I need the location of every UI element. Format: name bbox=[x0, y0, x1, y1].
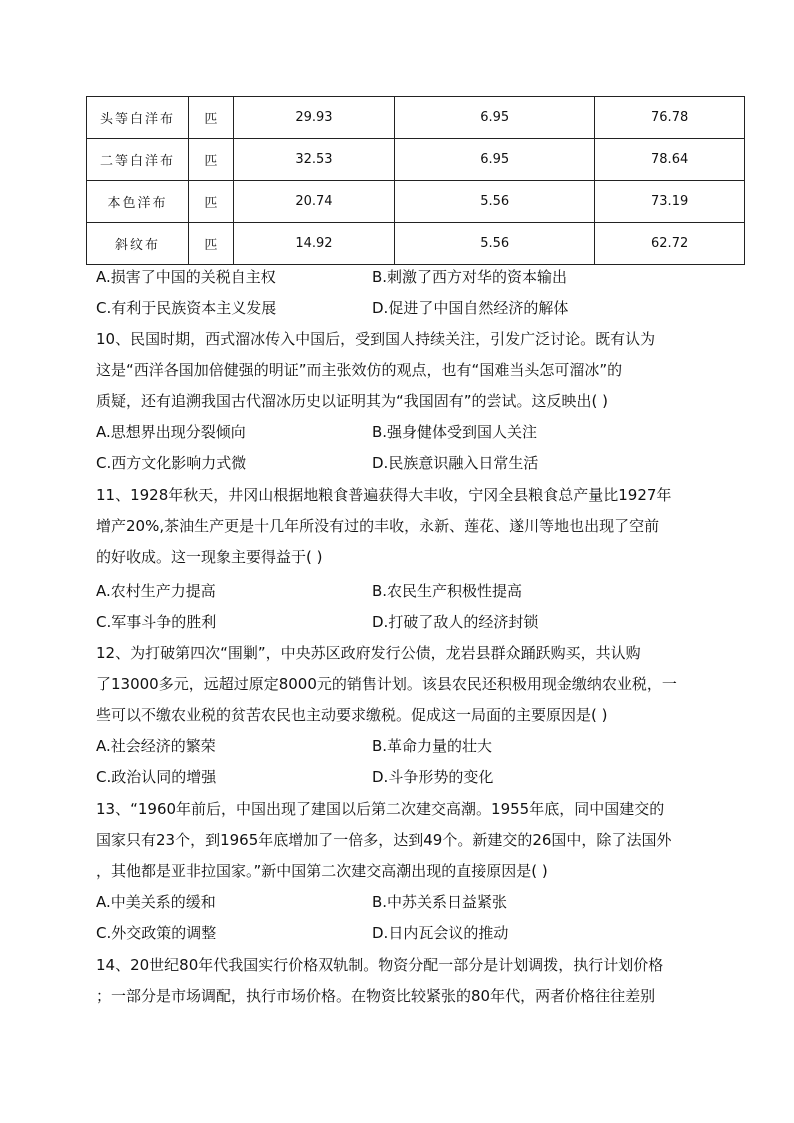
q10-stem-line-2: 这是“西洋各国加倍健强的明证”而主张效仿的观点，也有“国难当头怎可溜冰”的 bbox=[96, 361, 623, 379]
q14-stem-line-2: ；一部分是市场调配，执行市场价格。在物资比较紧张的80年代，两者价格往往差别 bbox=[96, 987, 656, 1005]
table-cell: 20.74 bbox=[233, 181, 395, 223]
q10-stem-line-1: 10、民国时期，西式溜冰传入中国后，受到国人持续关注，引发广泛讨论。既有认为 bbox=[96, 330, 656, 348]
q13-stem-line-2: 国家只有23个，到1965年底增加了一倍多，达到49个。新建交的26国中，除了法国外 bbox=[96, 831, 672, 849]
q12-options-row-1 bbox=[96, 731, 716, 762]
q11-option-d: D.打破了敌人的经济封锁 bbox=[372, 613, 539, 631]
table-row bbox=[87, 97, 745, 139]
q9-options-row-1 bbox=[96, 262, 716, 293]
q12-stem-line-1: 12、为打破第四次“围剿”，中央苏区政府发行公债，龙岩县群众踊跃购买，共认购 bbox=[96, 644, 641, 662]
q12-stem-line-2: 了13000多元，远超过原定8000元的销售计划。该县农民还积极用现金缴纳农业税，一 bbox=[96, 675, 677, 693]
table-cell: 32.53 bbox=[233, 139, 395, 181]
q12-option-d: D.斗争形势的变化 bbox=[372, 768, 494, 786]
q9-option-d: D.促进了中国自然经济的解体 bbox=[372, 299, 569, 317]
q10-option-a: A.思想界出现分裂倾向 bbox=[96, 423, 246, 441]
price-table bbox=[86, 96, 745, 265]
q12-option-a: A.社会经济的繁荣 bbox=[96, 737, 216, 755]
table-cell: 6.95 bbox=[395, 97, 595, 139]
q11-options-row-2 bbox=[96, 607, 716, 638]
q9-option-c: C.有利于民族资本主义发展 bbox=[96, 299, 277, 317]
q11-stem-line-1: 11、1928年秋天，井冈山根据地粮食普遍获得大丰收，宁冈全县粮食总产量比1927年 bbox=[96, 486, 672, 504]
q13-stem-line-1: 13、“1960年前后，中国出现了建国以后第二次建交高潮。1955年底，同中国建交的 bbox=[96, 800, 665, 818]
table-cell: 头等白洋布 bbox=[87, 97, 189, 139]
table-cell: 5.56 bbox=[395, 223, 595, 265]
q12-options-row-2 bbox=[96, 762, 716, 793]
table-cell: 62.72 bbox=[595, 223, 745, 265]
q10-option-c: C.西方文化影响力式微 bbox=[96, 454, 247, 472]
q13-options-row-1 bbox=[96, 887, 716, 918]
q9-option-a: A.损害了中国的关税自主权 bbox=[96, 268, 276, 286]
q13-stem-line-3: ，其他都是亚非拉国家。”新中国第二次建交高潮出现的直接原因是( ) bbox=[96, 862, 548, 880]
q13-option-c: C.外交政策的调整 bbox=[96, 924, 217, 942]
table-cell: 5.56 bbox=[395, 181, 595, 223]
q11-stem-line-3: 的好收成。这一现象主要得益于( ) bbox=[96, 548, 323, 566]
q12-stem-line-3: 些可以不缴农业税的贫苦农民也主动要求缴税。促成这一局面的主要原因是( ) bbox=[96, 706, 608, 724]
table-cell: 76.78 bbox=[595, 97, 745, 139]
table-row bbox=[87, 181, 745, 223]
q13-options-row-2 bbox=[96, 918, 716, 949]
table-cell: 29.93 bbox=[233, 97, 395, 139]
table-cell: 匹 bbox=[189, 181, 234, 223]
table-cell: 6.95 bbox=[395, 139, 595, 181]
q10-stem-line-3: 质疑，还有追溯我国古代溜冰历史以证明其为“我国固有”的尝试。这反映出( ) bbox=[96, 392, 609, 410]
table-cell: 本色洋布 bbox=[87, 181, 189, 223]
q13-option-d: D.日内瓦会议的推动 bbox=[372, 924, 509, 942]
q14-stem-line-1: 14、20世纪80年代我国实行价格双轨制。物资分配一部分是计划调拨，执行计划价格 bbox=[96, 956, 664, 974]
q10-options-row-2 bbox=[96, 448, 716, 479]
q12-option-b: B.革命力量的壮大 bbox=[372, 737, 493, 755]
table-row bbox=[87, 139, 745, 181]
q9-option-b: B.刺激了西方对华的资本输出 bbox=[372, 268, 568, 286]
q9-options-row-2 bbox=[96, 293, 716, 324]
q13-option-a: A.中美关系的缓和 bbox=[96, 893, 216, 911]
q10-option-d: D.民族意识融入日常生活 bbox=[372, 454, 539, 472]
table-row bbox=[87, 223, 745, 265]
table-cell: 78.64 bbox=[595, 139, 745, 181]
q12-option-c: C.政治认同的增强 bbox=[96, 768, 217, 786]
table-cell: 斜纹布 bbox=[87, 223, 189, 265]
q13-option-b: B.中苏关系日益紧张 bbox=[372, 893, 508, 911]
q10-option-b: B.强身健体受到国人关注 bbox=[372, 423, 538, 441]
table-cell: 73.19 bbox=[595, 181, 745, 223]
q11-stem-line-2: 增产20%,茶油生产更是十几年所没有过的丰收，永新、莲花、遂川等地也出现了空前 bbox=[96, 517, 660, 535]
table-cell: 匹 bbox=[189, 139, 234, 181]
q11-option-a: A.农村生产力提高 bbox=[96, 582, 216, 600]
q11-option-b: B.农民生产积极性提高 bbox=[372, 582, 523, 600]
table-cell: 匹 bbox=[189, 97, 234, 139]
table-cell: 匹 bbox=[189, 223, 234, 265]
q10-options-row-1 bbox=[96, 417, 716, 448]
q11-options-row-1 bbox=[96, 576, 716, 607]
table-cell: 二等白洋布 bbox=[87, 139, 189, 181]
q11-option-c: C.军事斗争的胜利 bbox=[96, 613, 217, 631]
table-cell: 14.92 bbox=[233, 223, 395, 265]
